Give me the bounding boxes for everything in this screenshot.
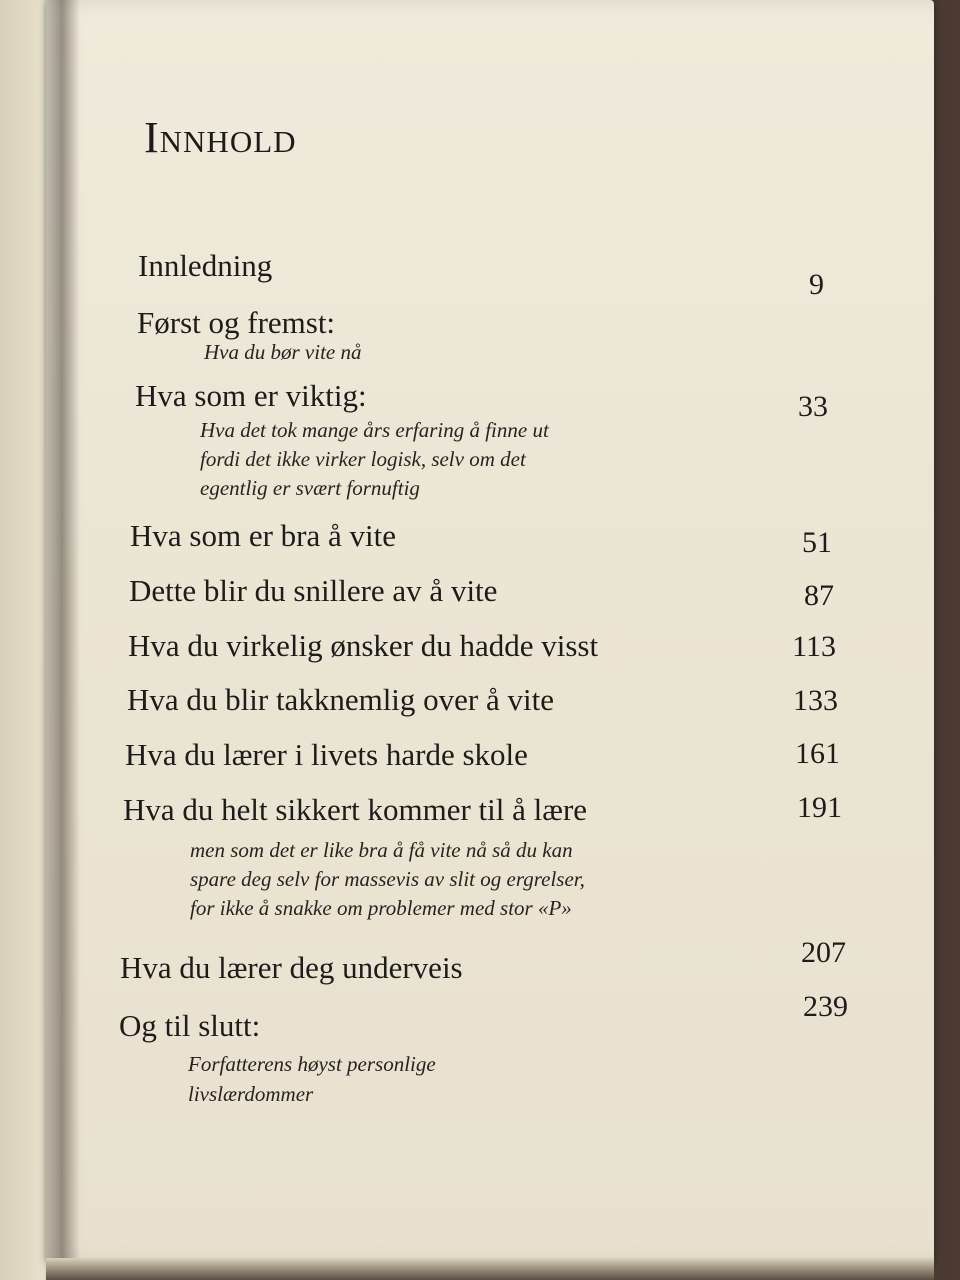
toc-entry-title: Dette blir du snillere av å vite — [129, 573, 498, 608]
toc-entry-title: Og til slutt: — [119, 1008, 261, 1043]
toc-entry-title: Hva som er bra å vite — [130, 518, 396, 553]
toc-entry-subtitle: Hva det tok mange års erfaring å finne ut — [200, 418, 549, 442]
toc-entry-title: Hva som er viktig: — [135, 378, 367, 413]
page-title: Innhold — [144, 113, 297, 162]
toc-entry-subtitle: livslærdommer — [188, 1082, 314, 1106]
toc-entry-title: Hva du blir takknemlig over å vite — [127, 682, 554, 717]
toc-entry-subtitle: egentlig er svært fornuftig — [200, 476, 420, 500]
toc-entry-title: Først og fremst: — [137, 305, 336, 340]
toc-entry-title: Hva du virkelig ønsker du hadde visst — [128, 628, 599, 663]
toc-entry-page: 33 — [798, 390, 828, 423]
toc-entry-subtitle: fordi det ikke virker logisk, selv om det — [200, 447, 526, 471]
toc-entry-title: Innledning — [138, 248, 273, 283]
toc-entry-page: 133 — [793, 684, 838, 717]
toc-entry-page: 87 — [804, 579, 834, 612]
toc-entry-page: 191 — [797, 791, 842, 824]
toc-entry-page: 207 — [801, 936, 846, 969]
toc-entry-page: 51 — [802, 526, 832, 559]
toc-entry-title: Hva du helt sikkert kommer til å lære — [123, 792, 588, 827]
toc-entry-subtitle: for ikke å snakke om problemer med stor «P» — [190, 896, 572, 920]
toc-entry-page: 113 — [792, 630, 836, 663]
toc-entry-page: 161 — [795, 737, 840, 770]
toc-entry-page: 9 — [809, 268, 824, 301]
toc-entry-title: Hva du lærer i livets harde skole — [125, 737, 528, 772]
toc-entry-title: Hva du lærer deg underveis — [120, 950, 463, 985]
toc-entry-subtitle: spare deg selv for massevis av slit og ergrelser, — [190, 867, 585, 891]
toc-entry-page: 239 — [803, 990, 848, 1023]
toc-entry-subtitle: men som det er like bra å få vite nå så du kan — [190, 838, 573, 862]
toc-entry-subtitle: Hva du bør vite nå — [204, 340, 362, 364]
toc-entry-subtitle: Forfatterens høyst personlige — [188, 1052, 436, 1076]
